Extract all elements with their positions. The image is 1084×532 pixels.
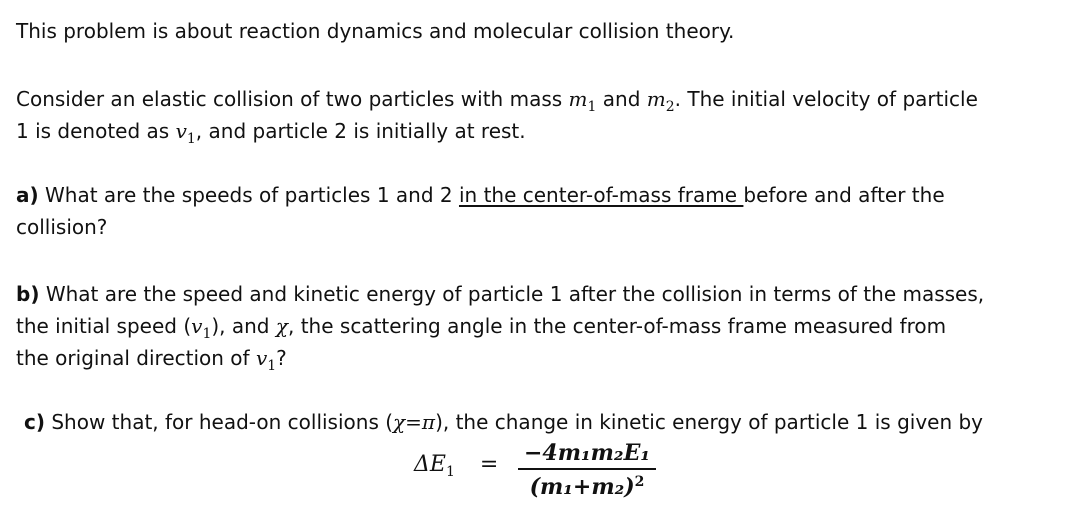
para1-text: Consider an elastic collision of two particles with mass bbox=[16, 87, 569, 111]
part-a-text: What are the speeds of particles 1 and 2 bbox=[38, 183, 459, 207]
para1-line1 bbox=[16, 87, 978, 114]
part-c-text: Show that, for head-on collisions ( bbox=[45, 410, 394, 434]
velocity-v1: $v_1$ bbox=[175, 119, 196, 147]
part-b-line3 bbox=[16, 346, 287, 373]
formula-denominator: $(m_1+m_2)^2$ bbox=[529, 474, 645, 500]
velocity-v1: $v_1$ bbox=[191, 314, 212, 342]
energy-change-formula bbox=[414, 440, 674, 520]
part-b-text: What are the speed and kinetic energy of particle 1 after the collision in terms of the masses, bbox=[39, 282, 985, 306]
mass-m1: $m_1$ bbox=[568, 87, 597, 115]
and-text: and bbox=[596, 87, 647, 111]
intro-sentence: This problem is about reaction dynamics and molecular collision theory. bbox=[16, 19, 735, 43]
part-b-line1 bbox=[16, 282, 984, 306]
para1-line2 bbox=[16, 119, 526, 146]
part-c-line1 bbox=[24, 410, 983, 434]
equals-sign: = bbox=[479, 452, 499, 477]
part-a-line1 bbox=[16, 183, 945, 207]
part-b-text3a: the original direction of bbox=[16, 346, 256, 370]
part-a-text3: collision? bbox=[16, 215, 108, 239]
denominator-exponent: 2 bbox=[634, 474, 645, 490]
part-b-line2 bbox=[16, 314, 946, 341]
part-b-text3b: ? bbox=[276, 346, 287, 370]
chi-symbol: χ bbox=[275, 314, 288, 338]
part-c-label: c) bbox=[24, 410, 45, 434]
part-b-label: b) bbox=[16, 282, 40, 306]
part-a-underlined: in the center-of-mass frame bbox=[458, 183, 744, 207]
part-a-line2 bbox=[16, 215, 107, 239]
formula-fraction bbox=[518, 440, 656, 500]
fraction-bar bbox=[518, 468, 656, 470]
delta-e: ΔE bbox=[414, 452, 446, 477]
intro-text bbox=[16, 19, 734, 43]
velocity-v1: $v_1$ bbox=[255, 346, 277, 374]
delta-e-subscript: 1 bbox=[445, 464, 455, 480]
mass-m2: $m_2$ bbox=[646, 87, 675, 115]
formula-numerator: −4m₁m₂E₁ bbox=[524, 440, 650, 466]
part-c-text2: ), the change in kinetic energy of particle 1 is given by bbox=[435, 410, 984, 434]
part-b-text2a: the initial speed ( bbox=[16, 314, 192, 338]
head-on-condition: χ=π bbox=[393, 410, 436, 434]
para1-text2: 1 is denoted as bbox=[16, 119, 176, 143]
para1-text2-end: , and particle 2 is initially at rest. bbox=[195, 119, 526, 143]
para1-text-end: . The initial velocity of particle bbox=[674, 87, 978, 111]
part-b-text2b: ), and bbox=[211, 314, 276, 338]
formula-lhs bbox=[414, 452, 499, 480]
part-a-text2: before and after the bbox=[743, 183, 945, 207]
part-b-text2c: , the scattering angle in the center-of-mass frame measured from bbox=[288, 314, 947, 338]
part-a-label: a) bbox=[16, 183, 39, 207]
